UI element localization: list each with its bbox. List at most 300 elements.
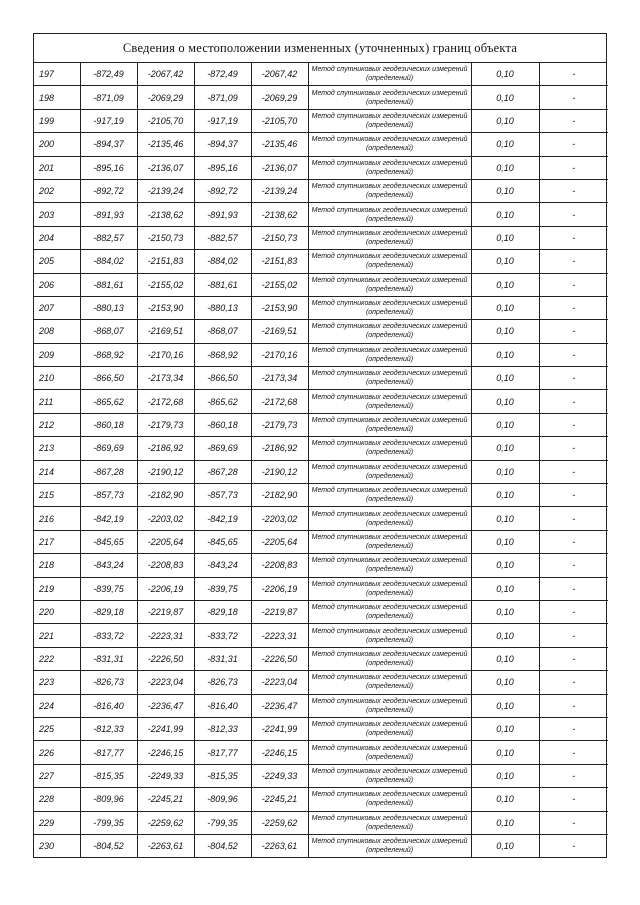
point-number-cell: 207 [34,296,80,319]
y-existing-cell: -2208,83 [137,554,194,577]
x-existing-cell: -817,77 [80,741,137,764]
y-new-cell: -2208,83 [251,554,308,577]
precision-cell: 0,10 [471,811,539,834]
y-new-cell: -2170,16 [251,343,308,366]
y-existing-cell: -2136,07 [137,156,194,179]
x-new-cell: -884,02 [194,250,251,273]
y-new-cell: -2186,92 [251,437,308,460]
method-cell: Метод спутниковых геодезических измерений (определений) [308,741,471,764]
description-cell: - [539,226,608,249]
x-new-cell: -826,73 [194,671,251,694]
precision-cell: 0,10 [471,320,539,343]
x-new-cell: -815,35 [194,764,251,787]
description-cell: - [539,390,608,413]
table-row [34,133,608,156]
precision-cell: 0,10 [471,367,539,390]
point-number-cell: 210 [34,367,80,390]
x-new-cell: -894,37 [194,133,251,156]
table-row [34,226,608,249]
x-existing-cell: -857,73 [80,484,137,507]
precision-cell: 0,10 [471,600,539,623]
method-cell: Метод спутниковых геодезических измерений (определений) [308,63,471,86]
x-existing-cell: -866,50 [80,367,137,390]
description-cell: - [539,413,608,436]
table-row [34,250,608,273]
method-cell: Метод спутниковых геодезических измерений (определений) [308,109,471,132]
precision-cell: 0,10 [471,741,539,764]
precision-cell: 0,10 [471,109,539,132]
table-row [34,811,608,834]
y-existing-cell: -2249,33 [137,764,194,787]
description-cell: - [539,133,608,156]
y-existing-cell: -2169,51 [137,320,194,343]
table-row [34,764,608,787]
point-number-cell: 226 [34,741,80,764]
y-new-cell: -2205,64 [251,530,308,553]
table-row [34,741,608,764]
y-new-cell: -2173,34 [251,367,308,390]
method-cell: Метод спутниковых геодезических измерений (определений) [308,367,471,390]
table-row [34,63,608,86]
y-new-cell: -2105,70 [251,109,308,132]
x-existing-cell: -799,35 [80,811,137,834]
point-number-cell: 212 [34,413,80,436]
point-number-cell: 217 [34,530,80,553]
y-new-cell: -2153,90 [251,296,308,319]
point-number-cell: 208 [34,320,80,343]
x-existing-cell: -881,61 [80,273,137,296]
method-cell: Метод спутниковых геодезических измерений (определений) [308,179,471,202]
table-row [34,600,608,623]
point-number-cell: 221 [34,624,80,647]
point-number-cell: 227 [34,764,80,787]
x-existing-cell: -804,52 [80,834,137,857]
method-cell: Метод спутниковых геодезических измерений (определений) [308,86,471,109]
precision-cell: 0,10 [471,250,539,273]
y-new-cell: -2172,68 [251,390,308,413]
precision-cell: 0,10 [471,834,539,857]
x-new-cell: -833,72 [194,624,251,647]
y-existing-cell: -2246,15 [137,741,194,764]
y-existing-cell: -2205,64 [137,530,194,553]
point-number-cell: 228 [34,788,80,811]
precision-cell: 0,10 [471,647,539,670]
description-cell: - [539,86,608,109]
method-cell: Метод спутниковых геодезических измерений (определений) [308,577,471,600]
y-existing-cell: -2135,46 [137,133,194,156]
y-existing-cell: -2263,61 [137,834,194,857]
x-new-cell: -882,57 [194,226,251,249]
document-sheet [33,33,607,858]
method-cell: Метод спутниковых геодезических измерений (определений) [308,460,471,483]
x-new-cell: -917,19 [194,109,251,132]
y-existing-cell: -2153,90 [137,296,194,319]
y-existing-cell: -2067,42 [137,63,194,86]
method-cell: Метод спутниковых геодезических измерений (определений) [308,133,471,156]
x-new-cell: -809,96 [194,788,251,811]
method-cell: Метод спутниковых геодезических измерений (определений) [308,788,471,811]
precision-cell: 0,10 [471,390,539,413]
precision-cell: 0,10 [471,133,539,156]
y-existing-cell: -2219,87 [137,600,194,623]
point-number-cell: 223 [34,671,80,694]
method-cell: Метод спутниковых геодезических измерений (определений) [308,554,471,577]
table-row [34,156,608,179]
y-existing-cell: -2203,02 [137,507,194,530]
precision-cell: 0,10 [471,63,539,86]
description-cell: - [539,577,608,600]
point-number-cell: 206 [34,273,80,296]
point-number-cell: 219 [34,577,80,600]
x-new-cell: -881,61 [194,273,251,296]
y-existing-cell: -2236,47 [137,694,194,717]
point-number-cell: 214 [34,460,80,483]
description-cell: - [539,203,608,226]
y-new-cell: -2155,02 [251,273,308,296]
precision-cell: 0,10 [471,156,539,179]
precision-cell: 0,10 [471,203,539,226]
method-cell: Метод спутниковых геодезических измерений (определений) [308,834,471,857]
precision-cell: 0,10 [471,179,539,202]
table-row [34,179,608,202]
x-new-cell: -895,16 [194,156,251,179]
table-body [34,63,608,857]
x-existing-cell: -872,49 [80,63,137,86]
description-cell: - [539,156,608,179]
table-row [34,624,608,647]
y-new-cell: -2182,90 [251,484,308,507]
table-row [34,367,608,390]
table-row [34,86,608,109]
precision-cell: 0,10 [471,437,539,460]
point-number-cell: 202 [34,179,80,202]
precision-cell: 0,10 [471,530,539,553]
y-new-cell: -2245,21 [251,788,308,811]
description-cell: - [539,717,608,740]
y-new-cell: -2150,73 [251,226,308,249]
point-number-cell: 203 [34,203,80,226]
y-new-cell: -2179,73 [251,413,308,436]
x-new-cell: -829,18 [194,600,251,623]
table-row [34,484,608,507]
description-cell: - [539,250,608,273]
point-number-cell: 197 [34,63,80,86]
y-new-cell: -2241,99 [251,717,308,740]
description-cell: - [539,694,608,717]
x-existing-cell: -882,57 [80,226,137,249]
point-number-cell: 209 [34,343,80,366]
description-cell: - [539,460,608,483]
y-new-cell: -2135,46 [251,133,308,156]
method-cell: Метод спутниковых геодезических измерений (определений) [308,226,471,249]
description-cell: - [539,764,608,787]
method-cell: Метод спутниковых геодезических измерений (определений) [308,296,471,319]
point-number-cell: 216 [34,507,80,530]
y-existing-cell: -2206,19 [137,577,194,600]
y-new-cell: -2136,07 [251,156,308,179]
method-cell: Метод спутниковых геодезических измерений (определений) [308,437,471,460]
x-existing-cell: -816,40 [80,694,137,717]
description-cell: - [539,437,608,460]
point-number-cell: 201 [34,156,80,179]
y-existing-cell: -2139,24 [137,179,194,202]
method-cell: Метод спутниковых геодезических измерений (определений) [308,203,471,226]
y-new-cell: -2263,61 [251,834,308,857]
y-existing-cell: -2190,12 [137,460,194,483]
description-cell: - [539,343,608,366]
y-new-cell: -2169,51 [251,320,308,343]
x-existing-cell: -894,37 [80,133,137,156]
point-number-cell: 200 [34,133,80,156]
description-cell: - [539,600,608,623]
precision-cell: 0,10 [471,86,539,109]
precision-cell: 0,10 [471,694,539,717]
y-existing-cell: -2105,70 [137,109,194,132]
x-existing-cell: -892,72 [80,179,137,202]
y-existing-cell: -2173,34 [137,367,194,390]
table-row [34,671,608,694]
precision-cell: 0,10 [471,764,539,787]
point-number-cell: 230 [34,834,80,857]
x-new-cell: -817,77 [194,741,251,764]
x-existing-cell: -860,18 [80,413,137,436]
table-row [34,507,608,530]
x-new-cell: -799,35 [194,811,251,834]
x-existing-cell: -880,13 [80,296,137,319]
y-existing-cell: -2182,90 [137,484,194,507]
x-new-cell: -816,40 [194,694,251,717]
point-number-cell: 225 [34,717,80,740]
y-existing-cell: -2186,92 [137,437,194,460]
description-cell: - [539,63,608,86]
point-number-cell: 213 [34,437,80,460]
x-existing-cell: -826,73 [80,671,137,694]
method-cell: Метод спутниковых геодезических измерений (определений) [308,320,471,343]
x-existing-cell: -809,96 [80,788,137,811]
method-cell: Метод спутниковых геодезических измерений (определений) [308,811,471,834]
precision-cell: 0,10 [471,577,539,600]
x-existing-cell: -884,02 [80,250,137,273]
x-existing-cell: -869,69 [80,437,137,460]
precision-cell: 0,10 [471,273,539,296]
precision-cell: 0,10 [471,507,539,530]
x-existing-cell: -868,92 [80,343,137,366]
y-new-cell: -2236,47 [251,694,308,717]
description-cell: - [539,671,608,694]
x-new-cell: -868,07 [194,320,251,343]
precision-cell: 0,10 [471,788,539,811]
x-new-cell: -869,69 [194,437,251,460]
y-existing-cell: -2223,04 [137,671,194,694]
x-new-cell: -831,31 [194,647,251,670]
precision-cell: 0,10 [471,484,539,507]
table-row [34,203,608,226]
table-row [34,320,608,343]
y-new-cell: -2151,83 [251,250,308,273]
table-row [34,717,608,740]
method-cell: Метод спутниковых геодезических измерений (определений) [308,717,471,740]
x-new-cell: -843,24 [194,554,251,577]
coordinates-table [34,63,608,857]
description-cell: - [539,179,608,202]
method-cell: Метод спутниковых геодезических измерений (определений) [308,647,471,670]
x-existing-cell: -891,93 [80,203,137,226]
precision-cell: 0,10 [471,624,539,647]
x-new-cell: -866,50 [194,367,251,390]
x-existing-cell: -833,72 [80,624,137,647]
y-existing-cell: -2170,16 [137,343,194,366]
point-number-cell: 224 [34,694,80,717]
method-cell: Метод спутниковых геодезических измерений (определений) [308,624,471,647]
method-cell: Метод спутниковых геодезических измерений (определений) [308,343,471,366]
y-new-cell: -2246,15 [251,741,308,764]
y-existing-cell: -2069,29 [137,86,194,109]
table-row [34,296,608,319]
description-cell: - [539,741,608,764]
y-existing-cell: -2226,50 [137,647,194,670]
y-new-cell: -2138,62 [251,203,308,226]
method-cell: Метод спутниковых геодезических измерений (определений) [308,671,471,694]
y-new-cell: -2139,24 [251,179,308,202]
precision-cell: 0,10 [471,717,539,740]
description-cell: - [539,296,608,319]
description-cell: - [539,367,608,390]
x-existing-cell: -815,35 [80,764,137,787]
x-existing-cell: -845,65 [80,530,137,553]
description-cell: - [539,273,608,296]
description-cell: - [539,484,608,507]
point-number-cell: 222 [34,647,80,670]
point-number-cell: 229 [34,811,80,834]
method-cell: Метод спутниковых геодезических измерений (определений) [308,484,471,507]
y-new-cell: -2203,02 [251,507,308,530]
table-row [34,554,608,577]
method-cell: Метод спутниковых геодезических измерений (определений) [308,250,471,273]
precision-cell: 0,10 [471,554,539,577]
y-new-cell: -2190,12 [251,460,308,483]
y-existing-cell: -2241,99 [137,717,194,740]
table-row [34,460,608,483]
x-new-cell: -880,13 [194,296,251,319]
description-cell: - [539,507,608,530]
y-new-cell: -2249,33 [251,764,308,787]
description-cell: - [539,320,608,343]
y-new-cell: -2069,29 [251,86,308,109]
y-new-cell: -2259,62 [251,811,308,834]
x-existing-cell: -871,09 [80,86,137,109]
y-existing-cell: -2179,73 [137,413,194,436]
description-cell: - [539,109,608,132]
document-title: Сведения о местоположении измененных (уточненных) границ объекта [34,34,606,63]
x-existing-cell: -831,31 [80,647,137,670]
description-cell: - [539,811,608,834]
description-cell: - [539,530,608,553]
table-row [34,390,608,413]
x-new-cell: -804,52 [194,834,251,857]
method-cell: Метод спутниковых геодезических измерений (определений) [308,413,471,436]
table-row [34,788,608,811]
description-cell: - [539,647,608,670]
x-existing-cell: -829,18 [80,600,137,623]
method-cell: Метод спутниковых геодезических измерений (определений) [308,156,471,179]
table-row [34,577,608,600]
point-number-cell: 205 [34,250,80,273]
table-row [34,437,608,460]
y-existing-cell: -2245,21 [137,788,194,811]
x-new-cell: -845,65 [194,530,251,553]
method-cell: Метод спутниковых геодезических измерений (определений) [308,600,471,623]
x-new-cell: -839,75 [194,577,251,600]
table-row [34,694,608,717]
y-existing-cell: -2259,62 [137,811,194,834]
table-row [34,343,608,366]
table-row [34,834,608,857]
point-number-cell: 211 [34,390,80,413]
y-existing-cell: -2223,31 [137,624,194,647]
y-new-cell: -2219,87 [251,600,308,623]
x-existing-cell: -839,75 [80,577,137,600]
x-existing-cell: -842,19 [80,507,137,530]
x-existing-cell: -843,24 [80,554,137,577]
y-new-cell: -2223,04 [251,671,308,694]
method-cell: Метод спутниковых геодезических измерений (определений) [308,390,471,413]
precision-cell: 0,10 [471,343,539,366]
point-number-cell: 218 [34,554,80,577]
point-number-cell: 215 [34,484,80,507]
table-row [34,109,608,132]
x-new-cell: -812,33 [194,717,251,740]
precision-cell: 0,10 [471,226,539,249]
method-cell: Метод спутниковых геодезических измерений (определений) [308,273,471,296]
x-new-cell: -868,92 [194,343,251,366]
x-new-cell: -867,28 [194,460,251,483]
x-new-cell: -892,72 [194,179,251,202]
table-row [34,413,608,436]
table-row [34,273,608,296]
point-number-cell: 204 [34,226,80,249]
precision-cell: 0,10 [471,296,539,319]
y-existing-cell: -2151,83 [137,250,194,273]
y-existing-cell: -2172,68 [137,390,194,413]
point-number-cell: 220 [34,600,80,623]
description-cell: - [539,788,608,811]
y-new-cell: -2067,42 [251,63,308,86]
table-row [34,647,608,670]
y-new-cell: -2223,31 [251,624,308,647]
y-new-cell: -2226,50 [251,647,308,670]
point-number-cell: 199 [34,109,80,132]
x-new-cell: -860,18 [194,413,251,436]
y-existing-cell: -2155,02 [137,273,194,296]
precision-cell: 0,10 [471,413,539,436]
precision-cell: 0,10 [471,460,539,483]
description-cell: - [539,834,608,857]
method-cell: Метод спутниковых геодезических измерений (определений) [308,530,471,553]
method-cell: Метод спутниковых геодезических измерений (определений) [308,694,471,717]
precision-cell: 0,10 [471,671,539,694]
x-new-cell: -865,62 [194,390,251,413]
x-existing-cell: -917,19 [80,109,137,132]
x-existing-cell: -868,07 [80,320,137,343]
y-existing-cell: -2150,73 [137,226,194,249]
x-existing-cell: -865,62 [80,390,137,413]
x-new-cell: -857,73 [194,484,251,507]
point-number-cell: 198 [34,86,80,109]
description-cell: - [539,624,608,647]
x-new-cell: -891,93 [194,203,251,226]
x-existing-cell: -895,16 [80,156,137,179]
y-existing-cell: -2138,62 [137,203,194,226]
